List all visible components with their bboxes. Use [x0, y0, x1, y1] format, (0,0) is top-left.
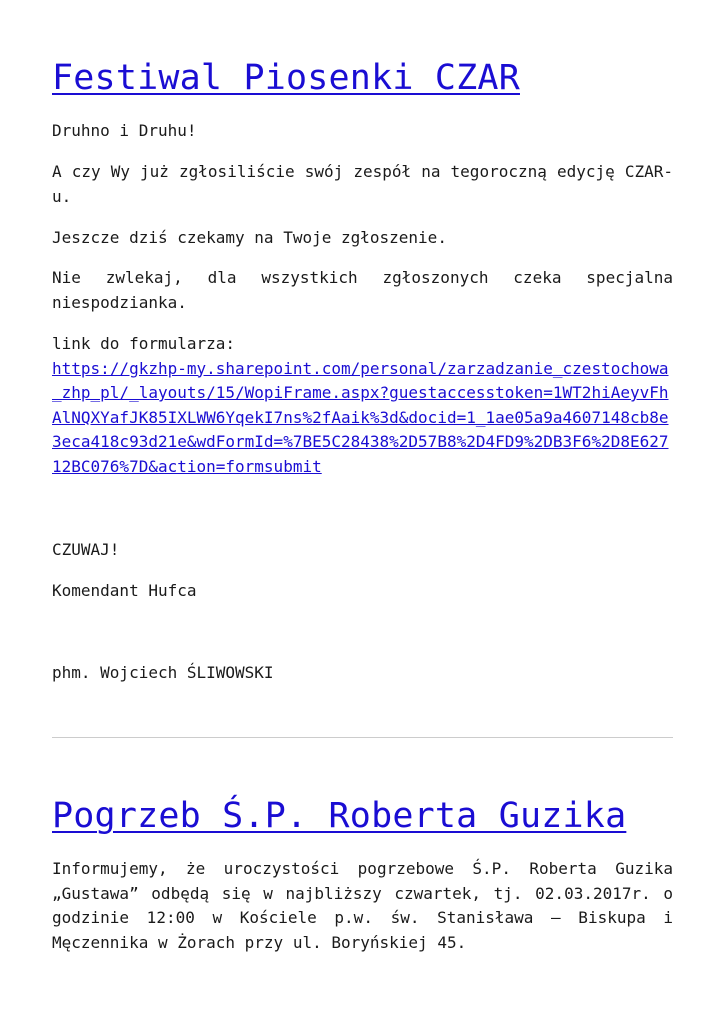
post-title: [52, 56, 520, 100]
post-paragraph: Druhno i Druhu!: [52, 121, 197, 140]
form-link-label: link do formularza:: [52, 334, 236, 353]
form-link-block: [52, 332, 673, 479]
post-divider: [52, 737, 673, 738]
post-paragraph: Komendant Hufca: [52, 581, 197, 600]
post-signature: phm. Wojciech ŚLIWOWSKI: [52, 663, 274, 682]
post-paragraph: Nie zwlekaj, dla wszystkich zgłoszonych czeka specjalna niespodzianka.: [52, 268, 673, 312]
post-title: [52, 794, 626, 838]
post-paragraph: A czy Wy już zgłosiliście swój zespół na tegoroczną edycję CZAR-u.: [52, 162, 673, 206]
form-link[interactable]: https://gkzhp-my.sharepoint.com/personal/zarzadzanie_czestochowa_zhp_pl/_layouts/15/WopiFrame.aspx?guestaccesstoken=1WT2hiAeyvFhAlNQXYafJK85IXLWW6YqekI7ns%2fAaik%3d&docid=1_1ae05a9a4607148cb8e3eca418c93d21e&wdFormId=%7BE5C28438%2D57B8%2D4FD9%2DB3F6%2D8E62712BC076%7D&action=formsubmit: [52, 358, 669, 476]
post-title-link[interactable]: Pogrzeb Ś.P. Roberta Guzika: [52, 796, 627, 836]
post-paragraph: CZUWAJ!: [52, 540, 120, 559]
post-paragraph: Jeszcze dziś czekamy na Twoje zgłoszenie.: [52, 228, 447, 247]
post-paragraph: Informujemy, że uroczystości pogrzebowe Ś.P. Roberta Guzika „Gustawa” odbędą się w najbliższy czwartek, tj. 02.03.2017r. o godzinie 12:00 w Kościele p.w. św. Stanisława – Biskupa i Męczennika w Żorach przy ul. Boryńskiej 45.: [52, 859, 673, 952]
post-title-link[interactable]: Festiwal Piosenki CZAR: [52, 58, 520, 98]
